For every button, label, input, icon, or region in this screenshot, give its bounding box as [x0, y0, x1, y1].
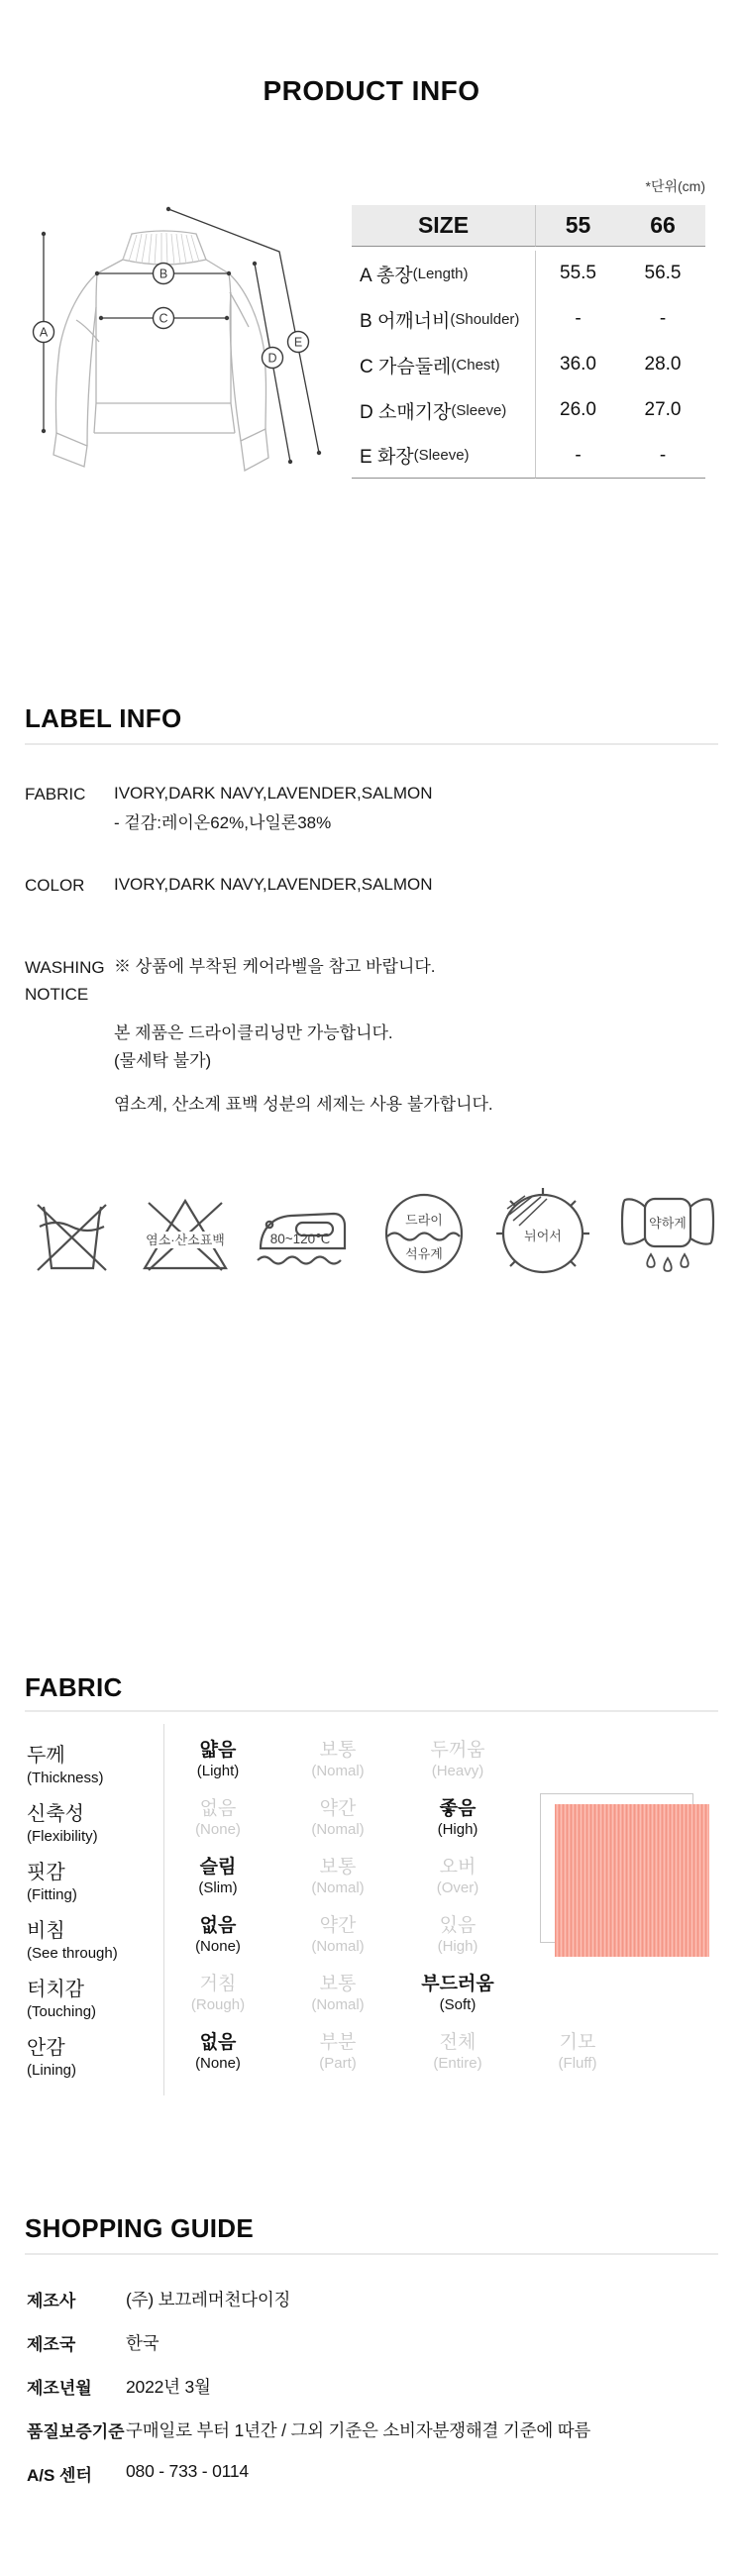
fabric-swatch-image: [555, 1804, 709, 1957]
sg-value-warranty: 구매일로 부터 1년간 / 그외 기준은 소비자분쟁해결 기준에 따름: [126, 2420, 591, 2440]
fabric-option: 기모 (Fluff): [558, 2032, 597, 2072]
dry-flat-label: 뉘어서: [524, 1229, 562, 1243]
page-title: PRODUCT INFO: [263, 75, 480, 106]
fabric-option: 없음 (None): [195, 1798, 241, 1838]
fabric-heading: FABRIC: [25, 1672, 123, 1702]
measure-label-a: A: [39, 325, 49, 340]
size-row-value: -: [535, 296, 620, 342]
measure-label-b: B: [159, 267, 168, 281]
fabric-option: 좋음 (High): [437, 1798, 478, 1838]
size-table-header-55: 55: [535, 205, 620, 247]
care-icons: [0, 1179, 743, 1288]
size-table-header-size: SIZE: [352, 205, 535, 247]
size-row-value: 28.0: [644, 354, 682, 375]
sg-value-country: 한국: [126, 2333, 159, 2353]
label-info-heading: LABEL INFO: [25, 703, 182, 733]
size-row-value: -: [659, 308, 667, 329]
shopping-guide-divider: [25, 2253, 718, 2255]
fabric-option: 없음 (None): [195, 2032, 241, 2072]
size-row-value: 56.5: [644, 263, 682, 283]
size-row-label: A 총장 (Length): [360, 265, 469, 286]
size-row-value: 27.0: [644, 399, 682, 420]
washing-notice-line: 본 제품은 드라이클리닝만 가능합니다.: [114, 1023, 393, 1042]
sg-label-warranty: 품질보증기준: [27, 2422, 125, 2441]
sg-label-country: 제조국: [27, 2335, 76, 2354]
measurement-letter-badges: [34, 264, 309, 369]
size-row-value: -: [620, 433, 705, 479]
fabric-attr-fitting: 핏감 (Fitting): [27, 1862, 77, 1903]
fabric-divider: [25, 1710, 718, 1712]
fabric-row-value: IVORY,DARK NAVY,LAVENDER,SALMON - 겉감:레이온62%,나일론38%: [114, 784, 433, 832]
sg-label-manufacturer: 제조사: [27, 2292, 76, 2310]
fabric-option: 슬림 (Slim): [198, 1857, 238, 1896]
fabric-attr-lining: 안감 (Lining): [27, 2037, 77, 2079]
sg-label-as-center: A/S 센터: [27, 2466, 92, 2485]
fabric-option: 전체 (Entire): [433, 2032, 482, 2072]
fabric-option: 거침 (Rough): [190, 1974, 246, 2013]
color-row-value: IVORY,DARK NAVY,LAVENDER,SALMON: [114, 875, 433, 894]
measurement-lines: [44, 209, 319, 462]
fabric-option: 있음 (High): [437, 1915, 478, 1955]
fabric-attr-see-through: 비침 (See through): [27, 1920, 118, 1962]
shopping-guide-heading: SHOPPING GUIDE: [25, 2213, 255, 2243]
size-row-value: 55.5: [535, 251, 620, 296]
dry-clean-top-label: 드라이: [405, 1213, 443, 1228]
unit-note: *단위(cm): [645, 178, 705, 194]
size-row-value: 26.0: [535, 387, 620, 433]
fabric-option: 부드러움 (Soft): [421, 1974, 494, 2013]
size-row-value: 36.0: [535, 342, 620, 387]
wring-gently-icon: [622, 1199, 713, 1271]
fabric-option: 부분 (Part): [319, 2032, 357, 2072]
fabric-option: 없음 (None): [195, 1915, 241, 1955]
sg-value-manufacturer: (주) 보끄레머천다이징: [126, 2290, 291, 2309]
fabric-option: 얇음 (Light): [196, 1740, 240, 1779]
fabric-option: 약간 (Nomal): [311, 1798, 365, 1838]
washing-notice-line: 염소계, 산소계 표백 성분의 세제는 사용 불가합니다.: [114, 1095, 493, 1114]
size-diagram: [0, 99, 347, 495]
sg-label-date: 제조년월: [27, 2379, 92, 2398]
fabric-option: 약간 (Nomal): [311, 1915, 365, 1955]
fabric-attr-touching: 터치감 (Touching): [27, 1979, 97, 2020]
sg-value-date: 2022년 3월: [126, 2377, 211, 2397]
fabric-option: 보통 (Nomal): [311, 1857, 365, 1896]
fabric-option: 두꺼움 (Heavy): [430, 1740, 485, 1779]
label-info-divider: [25, 743, 718, 745]
measurement-dots: [39, 207, 321, 464]
washing-notice-line: (물세탁 불가): [114, 1051, 212, 1070]
do-not-bleach-label: 염소·산소표백: [146, 1233, 225, 1247]
iron-temp-label: 80~120℃: [269, 1232, 331, 1246]
size-row-label: E 화장 (Sleeve): [352, 433, 535, 479]
fabric-option: 보통 (Nomal): [311, 1974, 365, 2013]
dry-clean-bottom-label: 석유계: [405, 1246, 443, 1261]
size-table-header-66: 66: [620, 205, 705, 247]
measure-label-e: E: [293, 335, 303, 350]
washing-notice-line: ※ 상품에 부착된 케어라벨을 참고 바랍니다.: [114, 957, 436, 976]
fabric-row-label: FABRIC: [25, 785, 86, 804]
fabric-attr-flexibility: 신축성 (Flexibility): [27, 1803, 98, 1845]
size-row-value: -: [535, 433, 620, 479]
measure-label-d: D: [267, 351, 277, 366]
wring-gently-label: 약하게: [649, 1216, 687, 1231]
size-row-label: D 소매기장 (Sleeve): [360, 401, 507, 423]
size-row-label: C 가슴둘레 (Chest): [360, 356, 500, 377]
size-row-label: B 어깨너비 (Shoulder): [360, 310, 520, 332]
fabric-option: 오버 (Over): [436, 1857, 479, 1896]
sg-value-as-center: 080 - 733 - 0114: [126, 2461, 249, 2481]
washing-notice-label: WASHING NOTICE: [25, 958, 105, 1004]
size-table: [352, 205, 705, 479]
do-not-wash-icon: [38, 1205, 106, 1270]
color-row-label: COLOR: [25, 876, 85, 895]
fabric-attr-thickness: 두께 (Thickness): [27, 1745, 104, 1786]
fabric-option: 보통 (Nomal): [311, 1740, 365, 1779]
measure-label-c: C: [159, 311, 168, 326]
